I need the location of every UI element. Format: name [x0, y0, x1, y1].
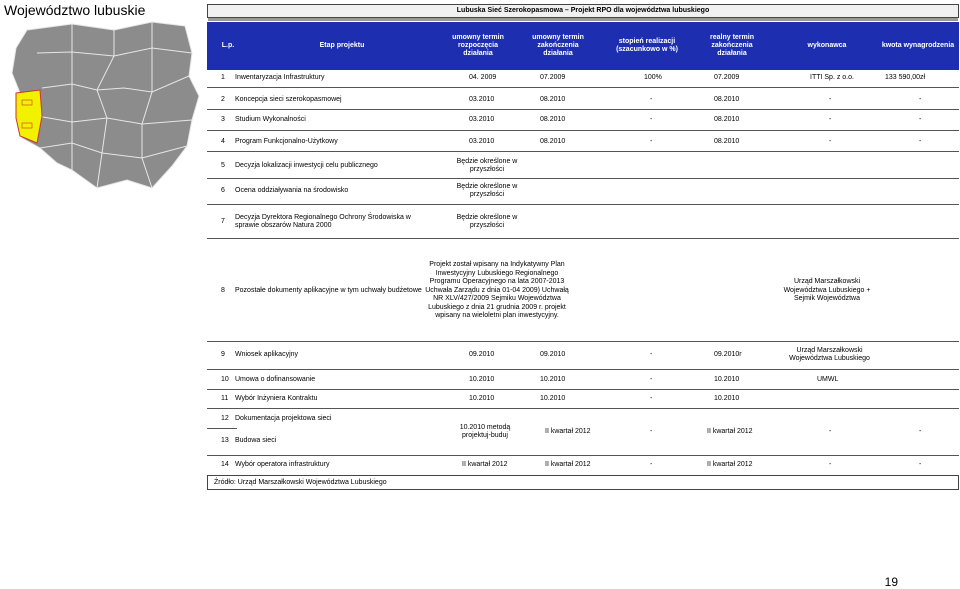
row-exec: ITTI Sp. z o.o.	[810, 73, 854, 81]
row-pct: -	[650, 137, 653, 145]
row-number: 9	[221, 350, 225, 358]
source-note: Źródło: Urząd Marszałkowski Województwa Lubuskiego	[207, 475, 959, 490]
row-start: Będzie określone w przyszłości	[456, 157, 518, 173]
row-divider	[207, 369, 959, 370]
row-end: 07.2009	[540, 73, 566, 81]
row-stage: Wybór operatora infrastruktury	[235, 460, 330, 468]
row-pct: -	[650, 350, 653, 358]
row-start: 10.2010 metodą projektuj-buduj	[459, 423, 511, 439]
row-stage: Wybór Inżyniera Kontraktu	[235, 394, 318, 402]
row-start: 03.2010	[469, 95, 495, 103]
row-number: 12	[221, 414, 229, 422]
row-number: 10	[221, 375, 229, 383]
row-end: II kwartał 2012	[545, 427, 591, 435]
row-exec: -	[829, 427, 832, 435]
row-divider	[207, 130, 959, 131]
row-real: 08.2010	[714, 137, 740, 145]
row-stage: Umowa o dofinansowanie	[235, 375, 316, 383]
header-end: umowny termin zakończenia działania	[532, 34, 584, 57]
row-stage: Wniosek aplikacyjny	[235, 350, 299, 358]
row-divider	[207, 109, 959, 110]
row-number: 1	[221, 73, 225, 81]
header-exec: wykonawca	[807, 42, 847, 49]
row-pct: 100%	[644, 73, 662, 81]
row-divider	[207, 408, 959, 409]
row-end: 08.2010	[540, 95, 566, 103]
table-row	[207, 209, 959, 235]
table-row	[207, 258, 959, 324]
row-divider	[207, 455, 959, 456]
row-number: 14	[221, 460, 229, 468]
row-amount: -	[919, 137, 922, 145]
row-divider	[207, 389, 959, 390]
row-real: II kwartał 2012	[707, 460, 753, 468]
row-pct: -	[650, 460, 653, 468]
row-end: 08.2010	[540, 137, 566, 145]
row-number: 4	[221, 137, 225, 145]
row-divider	[207, 428, 237, 429]
row-end: 09.2010	[540, 350, 566, 358]
row-number: 8	[221, 286, 225, 294]
row-divider	[207, 178, 959, 179]
row-exec: Urząd Marszałkowski Województwa Lubuskiego + Sejmik Województwa	[783, 278, 871, 303]
row-end: 10.2010	[540, 375, 566, 383]
row-start: II kwartał 2012	[462, 460, 508, 468]
row-number: 5	[221, 161, 225, 169]
row-stage: Program Funkcjonalno-Użytkowy	[235, 137, 338, 145]
row-stage: Budowa sieci	[235, 436, 277, 444]
row-pct: -	[650, 394, 653, 402]
header-lp: L.p.	[221, 42, 235, 49]
row-start: 03.2010	[469, 115, 495, 123]
row-start: 09.2010	[469, 350, 495, 358]
table-header	[207, 22, 959, 70]
row-amount: -	[919, 460, 922, 468]
row-real: 07.2009	[714, 73, 740, 81]
table-row	[207, 114, 959, 126]
row-real: 10.2010	[714, 394, 740, 402]
row-exec: -	[829, 95, 832, 103]
row-start: 10.2010	[469, 375, 495, 383]
row-pct: -	[650, 95, 653, 103]
row-end: 10.2010	[540, 394, 566, 402]
table-row	[207, 412, 959, 452]
row-stage: Decyzja Dyrektora Regionalnego Ochrony Środowiska w sprawie obszarów Natura 2000	[235, 213, 411, 229]
row-real: 08.2010	[714, 115, 740, 123]
row-number: 11	[221, 394, 229, 402]
row-start: 03.2010	[469, 137, 495, 145]
table-row	[207, 72, 959, 84]
row-real: 10.2010	[714, 375, 740, 383]
row-pct: -	[650, 427, 653, 435]
row-real: 09.2010r	[714, 350, 742, 358]
row-amount: -	[919, 115, 922, 123]
row-stage: Studium Wykonalności	[235, 115, 306, 123]
poland-map	[2, 18, 202, 198]
region-title: Województwo lubuskie	[4, 2, 146, 18]
row-divider	[207, 341, 959, 342]
page-number: 19	[884, 575, 898, 589]
table-row	[207, 345, 959, 365]
header-etap: Etap projektu	[319, 42, 365, 49]
row-exec: -	[829, 115, 832, 123]
table-row	[207, 180, 959, 202]
row-real: II kwartał 2012	[707, 427, 753, 435]
table-banner: Lubuska Sieć Szerokopasmowa – Projekt RPO dla województwa lubuskiego	[207, 4, 959, 18]
row-number: 3	[221, 115, 225, 123]
header-pct: stopień realizacji (szacunkowo w %)	[616, 38, 678, 53]
row-exec: -	[829, 460, 832, 468]
row-amount: 133 590,00zł	[885, 73, 926, 81]
row-divider	[207, 151, 959, 152]
table-row	[207, 136, 959, 148]
row-stage: Pozostałe dokumenty aplikacyjne w tym uchwały budżetowe	[235, 286, 422, 294]
row-start: Będzie określone w przyszłości	[456, 213, 518, 229]
row-stage: Decyzja lokalizacji inwestycji celu publicznego	[235, 161, 378, 169]
table-row	[207, 459, 959, 471]
row-stage: Inwentaryzacja Infrastruktury	[235, 73, 325, 81]
row-number: 6	[221, 186, 225, 194]
row-stage: Dokumentacja projektowa sieci	[235, 414, 332, 422]
row-start: 10.2010	[469, 394, 495, 402]
row-amount: -	[919, 427, 922, 435]
row-end: 08.2010	[540, 115, 566, 123]
row-exec: UMWL	[817, 375, 839, 383]
row-stage: Ocena oddziaływania na środowisko	[235, 186, 349, 194]
row-amount: -	[919, 95, 922, 103]
row-exec: -	[829, 137, 832, 145]
row-pct: -	[650, 375, 653, 383]
header-amount: kwota wynagrodzenia	[881, 42, 955, 49]
table-row	[207, 393, 959, 405]
table-row	[207, 155, 959, 177]
row-divider	[207, 238, 959, 239]
row-start: Będzie określone w przyszłości	[456, 182, 518, 198]
table-row	[207, 94, 959, 106]
row-end: II kwartał 2012	[545, 460, 591, 468]
row-number: 2	[221, 95, 225, 103]
row-exec: Urząd Marszałkowski Województwa Lubuskiego	[789, 346, 870, 362]
row-divider	[207, 87, 959, 88]
row-pct: -	[650, 115, 653, 123]
row-start: 04. 2009	[469, 73, 497, 81]
row-stage: Koncepcja sieci szerokopasmowej	[235, 95, 342, 103]
row-divider	[207, 204, 959, 205]
row-real: 08.2010	[714, 95, 740, 103]
row-number: 7	[221, 217, 225, 225]
row-number: 13	[221, 436, 229, 444]
table-row	[207, 374, 959, 386]
row-start: Projekt został wpisany na Indykatywny Plan Inwestycyjny Lubuskiego Regionalnego Programu Operacyjnego na lata 2007-2013 Uchwała Zarządu z dnia 01-04 2009) Uchwałą NR XLV/427/2009 Sejmiku Województwa Lubuskiego z dnia 21 grudnia 2009 r. projekt wpisany na wieloletni plan inwestycyjny.	[425, 261, 569, 320]
header-real: realny termin zakończenia działania	[710, 34, 754, 57]
header-start: umowny termin rozpoczęcia działania	[452, 34, 504, 57]
